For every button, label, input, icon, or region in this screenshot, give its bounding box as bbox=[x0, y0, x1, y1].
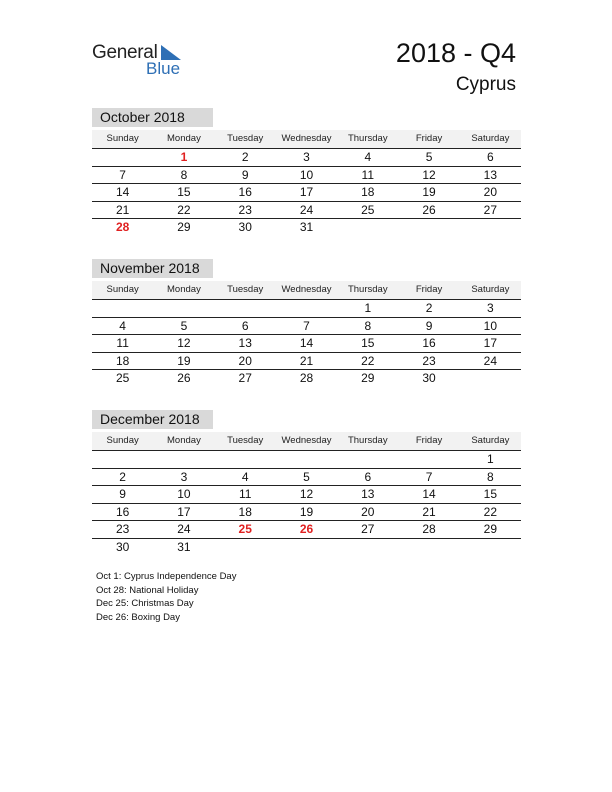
day-cell: 22 bbox=[153, 202, 214, 220]
country-name: Cyprus bbox=[455, 74, 516, 95]
day-cell: 2 bbox=[92, 469, 153, 487]
day-cell: 7 bbox=[92, 167, 153, 185]
day-cell: 24 bbox=[153, 521, 214, 539]
weekday-header: Monday bbox=[153, 281, 214, 300]
weekday-header: Thursday bbox=[337, 281, 398, 300]
empty-day-cell bbox=[215, 539, 276, 556]
month-november bbox=[92, 259, 521, 387]
day-cell: 12 bbox=[276, 486, 337, 504]
day-cell: 10 bbox=[276, 167, 337, 185]
weekday-header: Tuesday bbox=[215, 130, 276, 149]
day-cell: 14 bbox=[276, 335, 337, 353]
logo-text-general: General bbox=[92, 42, 158, 63]
weekday-header: Monday bbox=[153, 130, 214, 149]
empty-day-cell bbox=[337, 219, 398, 236]
empty-day-cell bbox=[92, 300, 153, 318]
month-october bbox=[92, 108, 521, 236]
day-cell: 30 bbox=[115, 539, 130, 554]
generalblue-logo bbox=[92, 40, 192, 80]
empty-day-cell bbox=[276, 451, 337, 469]
day-cell: 15 bbox=[153, 184, 214, 202]
day-cell: 25 bbox=[215, 521, 276, 539]
day-cell: 11 bbox=[337, 167, 398, 185]
day-cell: 14 bbox=[92, 184, 153, 202]
day-cell: 19 bbox=[398, 184, 459, 202]
day-cell: 24 bbox=[460, 353, 521, 371]
day-cell: 5 bbox=[276, 469, 337, 487]
empty-day-cell bbox=[92, 149, 153, 167]
day-cell: 21 bbox=[92, 202, 153, 220]
weekday-header: Monday bbox=[153, 432, 214, 451]
day-cell: 9 bbox=[215, 167, 276, 185]
month-grid bbox=[92, 130, 521, 236]
logo-text-blue: Blue bbox=[146, 59, 181, 78]
day-cell: 27 bbox=[337, 521, 398, 539]
day-cell: 29 bbox=[460, 521, 521, 539]
empty-day-cell bbox=[276, 300, 337, 318]
empty-day-cell bbox=[276, 539, 337, 556]
month-title: October 2018 bbox=[92, 108, 213, 127]
day-cell: 26 bbox=[398, 202, 459, 220]
day-cell: 1 bbox=[153, 149, 214, 167]
day-cell: 19 bbox=[153, 353, 214, 371]
day-cell: 12 bbox=[398, 167, 459, 185]
day-cell: 26 bbox=[177, 371, 191, 386]
day-cell: 17 bbox=[460, 335, 521, 353]
weekday-header: Tuesday bbox=[215, 432, 276, 451]
weekday-header: Thursday bbox=[337, 130, 398, 149]
day-cell: 13 bbox=[215, 335, 276, 353]
weekday-header: Saturday bbox=[460, 281, 521, 300]
day-cell: 2 bbox=[215, 149, 276, 167]
empty-day-cell bbox=[337, 539, 398, 556]
day-cell: 28 bbox=[398, 521, 459, 539]
day-cell: 22 bbox=[460, 504, 521, 522]
day-cell: 7 bbox=[276, 318, 337, 336]
day-cell: 1 bbox=[460, 451, 521, 469]
day-cell: 20 bbox=[460, 184, 521, 202]
day-cell: 7 bbox=[398, 469, 459, 487]
day-cell: 18 bbox=[215, 504, 276, 522]
day-cell: 10 bbox=[153, 486, 214, 504]
empty-day-cell bbox=[215, 300, 276, 318]
day-cell: 15 bbox=[337, 335, 398, 353]
day-cell: 22 bbox=[337, 353, 398, 371]
weekday-header: Wednesday bbox=[276, 432, 337, 451]
month-title: November 2018 bbox=[92, 259, 213, 278]
day-cell: 20 bbox=[337, 504, 398, 522]
empty-day-cell bbox=[398, 451, 459, 469]
day-cell: 8 bbox=[337, 318, 398, 336]
day-cell: 23 bbox=[215, 202, 276, 220]
day-cell: 23 bbox=[92, 521, 153, 539]
day-cell: 8 bbox=[460, 469, 521, 487]
weekday-header: Thursday bbox=[337, 432, 398, 451]
day-cell: 3 bbox=[460, 300, 521, 318]
day-cell: 26 bbox=[276, 521, 337, 539]
page-title: 2018 - Q4 bbox=[395, 38, 516, 68]
holiday-note: Dec 25: Christmas Day bbox=[96, 598, 194, 609]
weekday-header: Saturday bbox=[460, 432, 521, 451]
day-cell: 30 bbox=[422, 371, 436, 386]
empty-day-cell bbox=[153, 300, 214, 318]
day-cell: 4 bbox=[215, 469, 276, 487]
month-title: December 2018 bbox=[92, 410, 213, 429]
empty-day-cell bbox=[460, 219, 521, 236]
day-cell: 16 bbox=[92, 504, 153, 522]
day-cell: 4 bbox=[337, 149, 398, 167]
day-cell: 9 bbox=[398, 318, 459, 336]
day-cell: 19 bbox=[276, 504, 337, 522]
day-cell: 17 bbox=[276, 184, 337, 202]
day-cell: 28 bbox=[115, 220, 130, 235]
weekday-header: Sunday bbox=[92, 281, 153, 300]
holiday-notes bbox=[96, 570, 236, 624]
day-cell: 1 bbox=[337, 300, 398, 318]
day-cell: 13 bbox=[460, 167, 521, 185]
day-cell: 11 bbox=[92, 335, 153, 353]
weekday-header: Friday bbox=[398, 130, 459, 149]
empty-day-cell bbox=[460, 539, 521, 556]
empty-day-cell bbox=[92, 451, 153, 469]
day-cell: 4 bbox=[92, 318, 153, 336]
month-grid bbox=[92, 432, 521, 556]
day-cell: 13 bbox=[337, 486, 398, 504]
day-cell: 11 bbox=[215, 486, 276, 504]
day-cell: 21 bbox=[398, 504, 459, 522]
empty-day-cell bbox=[337, 451, 398, 469]
empty-day-cell bbox=[460, 370, 521, 387]
day-cell: 24 bbox=[276, 202, 337, 220]
day-cell: 5 bbox=[153, 318, 214, 336]
weekday-header: Tuesday bbox=[215, 281, 276, 300]
day-cell: 9 bbox=[92, 486, 153, 504]
day-cell: 21 bbox=[276, 353, 337, 371]
day-cell: 6 bbox=[460, 149, 521, 167]
day-cell: 12 bbox=[153, 335, 214, 353]
weekday-header: Friday bbox=[398, 281, 459, 300]
day-cell: 27 bbox=[460, 202, 521, 220]
day-cell: 17 bbox=[153, 504, 214, 522]
day-cell: 3 bbox=[276, 149, 337, 167]
empty-day-cell bbox=[398, 539, 459, 556]
day-cell: 6 bbox=[215, 318, 276, 336]
day-cell: 25 bbox=[337, 202, 398, 220]
holiday-note: Oct 1: Cyprus Independence Day bbox=[96, 571, 237, 582]
month-december bbox=[92, 410, 521, 556]
weekday-header: Friday bbox=[398, 432, 459, 451]
day-cell: 15 bbox=[460, 486, 521, 504]
day-cell: 25 bbox=[115, 371, 130, 386]
weekday-header: Saturday bbox=[460, 130, 521, 149]
day-cell: 2 bbox=[398, 300, 459, 318]
day-cell: 29 bbox=[361, 371, 375, 386]
month-grid bbox=[92, 281, 521, 387]
day-cell: 30 bbox=[238, 220, 252, 235]
weekday-header: Wednesday bbox=[276, 281, 337, 300]
holiday-note: Dec 26: Boxing Day bbox=[96, 611, 180, 623]
weekday-header: Wednesday bbox=[276, 130, 337, 149]
empty-day-cell bbox=[215, 451, 276, 469]
day-cell: 31 bbox=[299, 220, 314, 235]
day-cell: 29 bbox=[177, 220, 191, 235]
day-cell: 28 bbox=[299, 371, 314, 386]
day-cell: 6 bbox=[337, 469, 398, 487]
empty-day-cell bbox=[398, 219, 459, 236]
day-cell: 18 bbox=[337, 184, 398, 202]
day-cell: 14 bbox=[398, 486, 459, 504]
empty-day-cell bbox=[153, 451, 214, 469]
day-cell: 5 bbox=[398, 149, 459, 167]
day-cell: 16 bbox=[398, 335, 459, 353]
day-cell: 8 bbox=[153, 167, 214, 185]
day-cell: 23 bbox=[398, 353, 459, 371]
weekday-header: Sunday bbox=[92, 432, 153, 451]
day-cell: 10 bbox=[460, 318, 521, 336]
day-cell: 3 bbox=[153, 469, 214, 487]
day-cell: 18 bbox=[92, 353, 153, 371]
day-cell: 27 bbox=[238, 371, 252, 386]
day-cell: 16 bbox=[215, 184, 276, 202]
day-cell: 20 bbox=[215, 353, 276, 371]
holiday-note: Oct 28: National Holiday bbox=[96, 584, 199, 596]
day-cell: 31 bbox=[177, 539, 191, 554]
weekday-header: Sunday bbox=[92, 130, 153, 149]
logo-triangle-icon bbox=[161, 45, 181, 60]
